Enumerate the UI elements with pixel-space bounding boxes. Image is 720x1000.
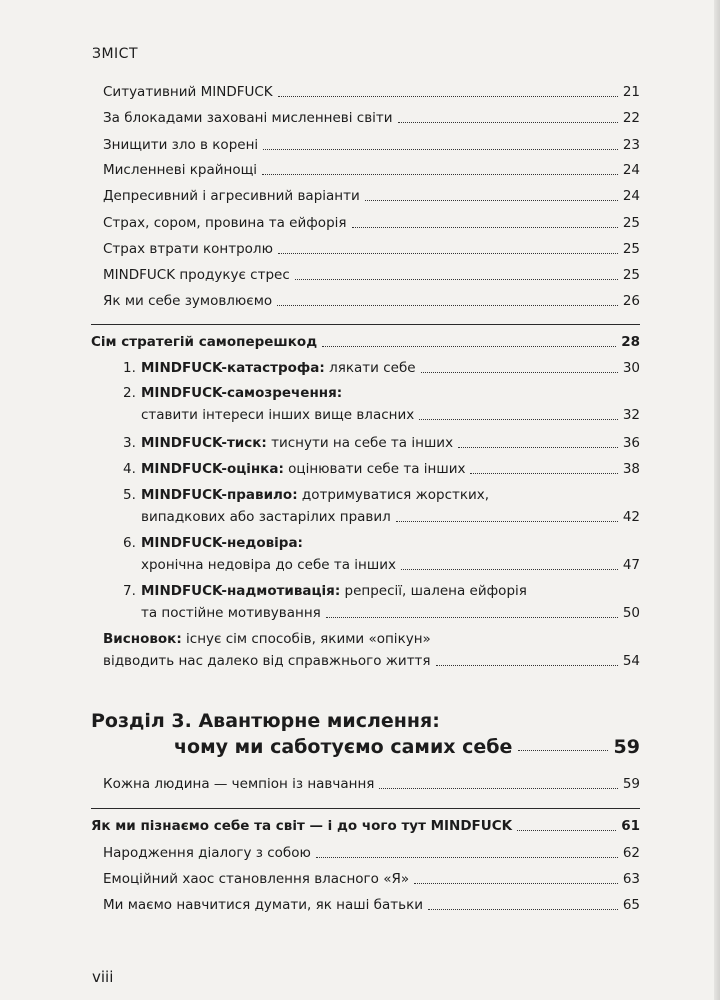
leader-dots bbox=[262, 174, 618, 175]
toc-entry bbox=[103, 894, 640, 916]
toc-entry-page: 23 bbox=[622, 137, 640, 153]
toc-entry-title: MINDFUCK продукує стрес bbox=[103, 267, 290, 283]
leader-dots bbox=[518, 750, 607, 751]
item-text-continued: та постійне мотивування bbox=[141, 605, 321, 621]
item-term: MINDFUCK-оцінка: bbox=[141, 461, 284, 477]
toc-entry-page: 24 bbox=[622, 188, 640, 204]
toc-section-title: Сім стратегій самоперешкод bbox=[91, 334, 318, 350]
toc-entry bbox=[103, 290, 640, 312]
leader-dots bbox=[517, 830, 616, 831]
item-text-continued: ставити інтереси інших вище власних bbox=[141, 407, 415, 423]
item-number: 4. bbox=[123, 461, 136, 477]
toc-entry bbox=[103, 773, 640, 795]
item-text: тиснути на себе та інших bbox=[266, 435, 454, 451]
chapter-subtitle-row bbox=[174, 736, 640, 758]
chapter-subtitle: чому ми саботуємо самих себе bbox=[174, 736, 513, 758]
item-term: MINDFUCK-катастрофа: bbox=[141, 360, 325, 376]
toc-entry bbox=[103, 212, 640, 234]
leader-dots bbox=[428, 909, 618, 910]
strategy-entry-line1 bbox=[123, 532, 303, 554]
item-page: 47 bbox=[622, 557, 640, 573]
toc-entry-page: 22 bbox=[622, 110, 640, 126]
item-term: MINDFUCK-правило: bbox=[141, 487, 298, 503]
item-text-continued: хронічна недовіра до себе та інших bbox=[141, 557, 396, 573]
toc-entry-page: 59 bbox=[622, 776, 640, 792]
leader-dots bbox=[470, 473, 617, 474]
item-number: 6. bbox=[123, 535, 136, 551]
leader-dots bbox=[352, 227, 618, 228]
section-rule bbox=[91, 324, 640, 325]
item-text: оцінювати себе та інших bbox=[283, 461, 466, 477]
toc-entry-page: 24 bbox=[622, 162, 640, 178]
item-text-continued: випадкових або застарілих правил bbox=[141, 509, 391, 525]
leader-dots bbox=[278, 96, 618, 97]
conclusion-text: існує сім способів, якими «опікун» bbox=[181, 631, 431, 647]
toc-entry-page: 65 bbox=[622, 897, 640, 913]
item-text: репресії, шалена ейфорія bbox=[340, 583, 527, 599]
toc-entry-page: 25 bbox=[622, 215, 640, 231]
leader-dots bbox=[277, 305, 618, 306]
toc-section-page: 61 bbox=[621, 818, 640, 834]
item-term: MINDFUCK-недовіра: bbox=[141, 535, 303, 551]
toc-entry-title: Знищити зло в корені bbox=[103, 137, 259, 153]
strategy-entry-line2 bbox=[141, 506, 640, 528]
item-number: 1. bbox=[123, 360, 136, 376]
toc-entry-page: 26 bbox=[622, 293, 640, 309]
item-page: 38 bbox=[622, 461, 640, 477]
toc-entry bbox=[103, 868, 640, 890]
item-text: лякати себе bbox=[324, 360, 416, 376]
item-number: 2. bbox=[123, 385, 136, 401]
toc-entry-page: 25 bbox=[622, 267, 640, 283]
item-page: 36 bbox=[622, 435, 640, 451]
leader-dots bbox=[263, 149, 618, 150]
leader-dots bbox=[278, 253, 618, 254]
toc-entry-page: 62 bbox=[622, 845, 640, 861]
leader-dots bbox=[436, 665, 618, 666]
leader-dots bbox=[396, 521, 618, 522]
toc-entry-title: Ми маємо навчитися думати, як наші батьки bbox=[103, 897, 423, 913]
leader-dots bbox=[419, 419, 618, 420]
leader-dots bbox=[322, 346, 616, 347]
section-rule bbox=[91, 808, 640, 809]
leader-dots bbox=[458, 447, 618, 448]
toc-entry bbox=[103, 264, 640, 286]
conclusion-line2 bbox=[103, 650, 640, 672]
toc-section-page: 28 bbox=[621, 334, 640, 350]
toc-entry-title: Кожна людина — чемпіон із навчання bbox=[103, 776, 375, 792]
strategy-entry-line2 bbox=[141, 404, 640, 426]
strategy-entry bbox=[123, 432, 640, 454]
page-number: viii bbox=[92, 968, 114, 986]
running-header: ЗМІСТ bbox=[92, 46, 139, 62]
item-number: 5. bbox=[123, 487, 136, 503]
toc-entry-title: Як ми себе зумовлюємо bbox=[103, 293, 273, 309]
toc-entry bbox=[103, 842, 640, 864]
chapter-page: 59 bbox=[613, 736, 640, 758]
strategy-entry-line1 bbox=[123, 580, 527, 602]
toc-section-title: Як ми пізнаємо себе та світ — і до чого тут MINDFUCK bbox=[91, 818, 513, 834]
toc-entry bbox=[103, 107, 640, 129]
page-edge bbox=[714, 0, 720, 1000]
toc-entry-title: Депресивний і агресивний варіанти bbox=[103, 188, 360, 204]
item-page: 30 bbox=[622, 360, 640, 376]
strategy-entry-line2 bbox=[141, 602, 640, 624]
conclusion-page: 54 bbox=[622, 653, 640, 669]
item-term: MINDFUCK-тиск: bbox=[141, 435, 267, 451]
toc-entry-title: Емоційний хаос становлення власного «Я» bbox=[103, 871, 410, 887]
item-term: MINDFUCK-надмотивація: bbox=[141, 583, 341, 599]
conclusion-term: Висновок: bbox=[103, 631, 182, 647]
item-page: 42 bbox=[622, 509, 640, 525]
leader-dots bbox=[295, 279, 618, 280]
toc-entry-page: 25 bbox=[622, 241, 640, 257]
toc-entry-title: Ситуативний MINDFUCK bbox=[103, 84, 273, 100]
conclusion-text-continued: відводить нас далеко від справжнього життя bbox=[103, 653, 431, 669]
item-term: MINDFUCK-самозречення: bbox=[141, 385, 343, 401]
toc-entry bbox=[103, 81, 640, 103]
strategy-entry bbox=[123, 458, 640, 480]
toc-entry bbox=[103, 134, 640, 156]
leader-dots bbox=[326, 617, 618, 618]
leader-dots bbox=[316, 857, 618, 858]
strategy-entry-line1 bbox=[123, 382, 342, 404]
chapter-title: Розділ 3. Авантюрне мислення: bbox=[91, 710, 440, 732]
leader-dots bbox=[414, 883, 618, 884]
leader-dots bbox=[421, 372, 618, 373]
item-page: 50 bbox=[622, 605, 640, 621]
conclusion-line1 bbox=[103, 628, 431, 650]
toc-entry-page: 21 bbox=[622, 84, 640, 100]
leader-dots bbox=[379, 788, 617, 789]
toc-entry-page: 63 bbox=[622, 871, 640, 887]
strategy-entry-line2 bbox=[141, 554, 640, 576]
toc-entry bbox=[103, 185, 640, 207]
item-page: 32 bbox=[622, 407, 640, 423]
item-number: 7. bbox=[123, 583, 136, 599]
toc-section bbox=[91, 331, 640, 353]
toc-entry-title: Страх втрати контролю bbox=[103, 241, 273, 257]
leader-dots bbox=[365, 200, 618, 201]
item-text: дотримуватися жорстких, bbox=[297, 487, 490, 503]
leader-dots bbox=[401, 569, 618, 570]
toc-entry-title: Народження діалогу з собою bbox=[103, 845, 311, 861]
strategy-entry-line1 bbox=[123, 484, 489, 506]
leader-dots bbox=[398, 122, 618, 123]
toc-entry bbox=[103, 238, 640, 260]
toc-entry-title: Мисленневі крайнощі bbox=[103, 162, 258, 178]
item-number: 3. bbox=[123, 435, 136, 451]
toc-entry-title: За блокадами заховані мисленневі світи bbox=[103, 110, 393, 126]
toc-entry-title: Страх, сором, провина та ейфорія bbox=[103, 215, 347, 231]
toc-section bbox=[91, 815, 640, 837]
strategy-entry bbox=[123, 357, 640, 379]
toc-entry bbox=[103, 159, 640, 181]
